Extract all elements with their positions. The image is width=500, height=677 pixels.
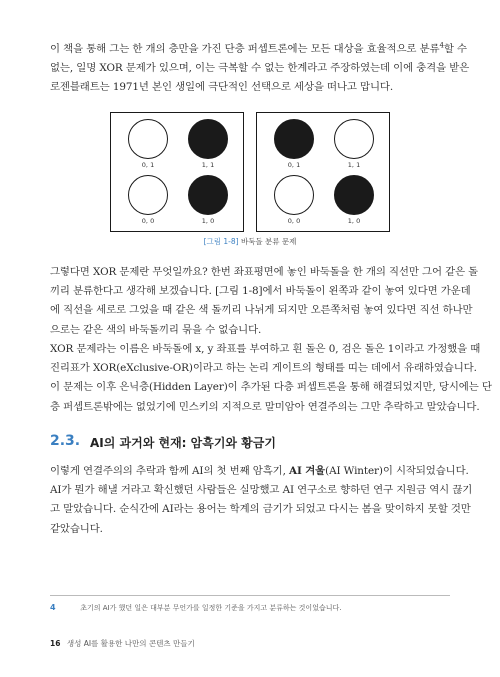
stone bbox=[128, 175, 168, 215]
section-number: 2.3. bbox=[50, 433, 81, 449]
stone bbox=[274, 175, 314, 215]
section-title: AI의 과거와 현재: 암흑기와 황금기 bbox=[90, 436, 276, 450]
page-footer bbox=[50, 638, 195, 649]
text-line: 층 퍼셉트론밖에는 없었기에 민스키의 지적으로 말미암아 연결주의는 그만 추락하고 말았습니다. bbox=[50, 400, 480, 413]
book-title: 생성 AI를 활용한 나만의 콘텐츠 만들기 bbox=[66, 639, 195, 648]
stone-label: 1, 0 bbox=[201, 217, 215, 225]
figure-caption-text: 바둑돌 분류 문제 bbox=[240, 237, 297, 246]
stone-label: 1, 1 bbox=[347, 161, 361, 169]
text-line: 이 문제는 이후 은닉층(Hidden Layer)이 추가된 다층 퍼셉트론을 통해 해결되었지만, 당시에는 단 bbox=[50, 381, 492, 394]
stone-label: 0, 1 bbox=[141, 161, 155, 169]
figure-go-stones bbox=[110, 112, 390, 232]
text-line: 고 말았습니다. 순식간에 AI라는 용어는 학계의 금기가 되었고 다시는 봄을 맞이하지 못할 것만 bbox=[50, 503, 471, 516]
text-line: 에 직선을 세로로 그었을 때 같은 색 돌끼리 나뉘게 되지만 오른쪽처럼 놓여 있다면 직선 하나만 bbox=[50, 304, 473, 317]
footnote bbox=[50, 603, 450, 613]
stone bbox=[188, 175, 228, 215]
text-line: AI가 뭔가 해낼 거라고 확신했던 사람들은 실망했고 AI 연구소로 향하던 연구 지원금 역시 끊기 bbox=[50, 484, 473, 497]
stone-label: 1, 0 bbox=[347, 217, 361, 225]
text-line: 이 책을 통해 그는 한 개의 층만을 가진 단층 퍼셉트론에는 모든 대상을 효율적으로 분류$^4$할 수 bbox=[50, 41, 467, 55]
stone bbox=[274, 119, 314, 159]
page-number: 16 bbox=[50, 639, 61, 648]
paragraph-2 bbox=[50, 263, 479, 340]
right-panel bbox=[256, 112, 390, 232]
section-heading bbox=[50, 433, 450, 453]
bold-term: AI 겨울 bbox=[288, 465, 326, 477]
stone bbox=[128, 119, 168, 159]
figure-caption bbox=[0, 236, 500, 247]
text-line: XOR 문제라는 이름은 바둑돌에 x, y 좌표를 부여하고 흰 돌은 0, 검은 돌은 1이라고 가정했을 때 bbox=[50, 343, 481, 355]
stone bbox=[188, 119, 228, 159]
footnote-number: 4 bbox=[50, 603, 56, 612]
stone bbox=[334, 175, 374, 215]
stone-label: 0, 0 bbox=[287, 217, 301, 225]
stone-label: 0, 1 bbox=[287, 161, 301, 169]
text-line: 끼리 분류한다고 생각해 보겠습니다. [그림 1-8]에서 바둑돌이 왼쪽과 같이 놓여 있다면 가운데 bbox=[50, 285, 471, 298]
left-panel bbox=[110, 112, 244, 232]
footnote-text: 초기의 AI가 했던 일은 대부분 무언가를 일정한 기준을 가지고 분류하는 것이었습니다. bbox=[80, 604, 342, 612]
paragraph-1 bbox=[50, 40, 470, 98]
text-line: 그렇다면 XOR 문제란 무엇일까요? 한번 좌표평면에 놓인 바둑돌을 한 개의 직선만 그어 같은 돌 bbox=[50, 266, 479, 278]
text-line: 없는, 일명 XOR 문제가 있으며, 이는 극복할 수 없는 한계라고 주장하였는데 이에 충격을 받은 bbox=[50, 62, 470, 75]
paragraph-4 bbox=[50, 462, 473, 539]
text-line: 으로는 같은 색의 바둑돌끼리 묶을 수 없습니다. bbox=[50, 323, 262, 336]
text-line: 로젠블래트는 1971년 본인 생일에 극단적인 선택으로 세상을 떠나고 맙니다. bbox=[50, 81, 394, 94]
text-line: 진리표가 XOR(eXclusive-OR)이라고 하는 논리 게이트의 형태를 띠는 데에서 유래하였습니다. bbox=[50, 362, 477, 375]
paragraph-3 bbox=[50, 340, 492, 417]
stone bbox=[334, 119, 374, 159]
stone-label: 0, 0 bbox=[141, 217, 155, 225]
stone-label: 1, 1 bbox=[201, 161, 215, 169]
footnote-divider bbox=[50, 595, 450, 596]
text-line: 이렇게 연결주의의 추락과 함께 AI의 첫 번째 암흑기, AI 겨울(AI Winter)이 시작되었습니다. bbox=[50, 465, 469, 477]
footnote-marker[interactable]: 4 bbox=[439, 41, 444, 50]
text-line: 같았습니다. bbox=[50, 522, 103, 535]
figure-caption-number: [그림 1-8] bbox=[203, 237, 239, 246]
